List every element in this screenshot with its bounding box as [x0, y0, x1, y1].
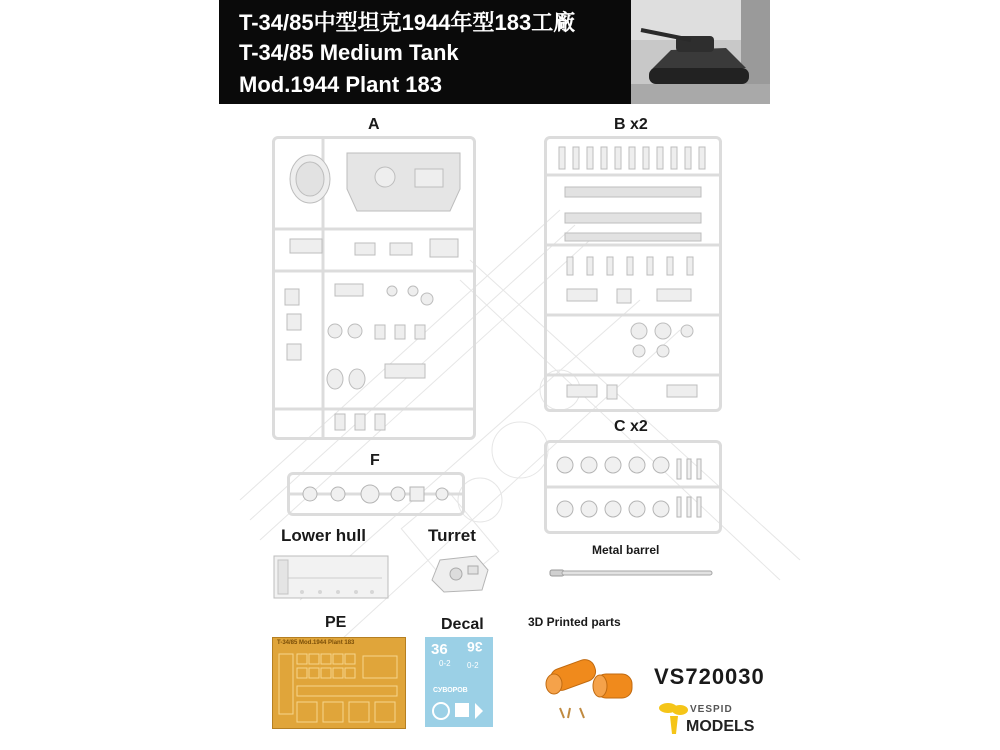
turret-part — [426, 550, 492, 598]
vespid-logo — [650, 694, 770, 746]
decal-sheet — [425, 637, 493, 727]
tank-photo — [631, 0, 770, 104]
logo-sub: MODELS — [686, 718, 755, 735]
metal-barrel-label: Metal barrel — [592, 543, 660, 557]
lower-hull-part — [272, 548, 392, 604]
sprue-f — [287, 472, 465, 516]
sprue-a-label: A — [368, 116, 380, 133]
pe-sheet-caption: T-34/85 Mod.1944 Plant 183 — [277, 640, 355, 646]
decal-symbols — [431, 699, 487, 723]
turret-label: Turret — [428, 526, 476, 545]
printed-parts-label: 3D Printed parts — [528, 615, 621, 629]
sprue-c — [544, 440, 722, 534]
logo-name: VESPID — [690, 704, 733, 715]
decal-slogan: СУВОРОВ — [433, 687, 468, 694]
printed-parts — [540, 652, 642, 724]
decal-number-2: 36 — [467, 639, 483, 655]
lower-hull-label: Lower hull — [281, 526, 366, 545]
sprue-f-parts — [290, 475, 462, 513]
decal-number-1: 36 — [431, 641, 448, 658]
sprue-a-parts — [275, 139, 473, 437]
title-chinese: T-34/85中型坦克1944年型183工廠 — [239, 10, 576, 35]
sprue-b-parts — [547, 139, 719, 409]
decal-label: Decal — [441, 616, 484, 633]
tank-photo-illustration — [631, 0, 770, 104]
product-code: VS720030 — [654, 664, 765, 689]
pe-label: PE — [325, 614, 347, 631]
title-english-line1: T-34/85 Medium Tank — [239, 40, 459, 65]
title-english-line2: Mod.1944 Plant 183 — [239, 72, 442, 97]
sprue-f-label: F — [370, 452, 380, 469]
sprue-a — [272, 136, 476, 440]
metal-barrel-part — [548, 566, 716, 580]
sprue-c-parts — [547, 443, 719, 531]
wasp-icon — [656, 698, 690, 738]
sprue-b-label: B x2 — [614, 116, 648, 133]
decal-mark-2: 0-2 — [467, 661, 479, 670]
pe-sheet-parts — [273, 648, 405, 728]
sprue-c-label: C x2 — [614, 418, 648, 435]
header-banner — [219, 0, 631, 104]
decal-mark-1: 0-2 — [439, 659, 451, 668]
sprue-b — [544, 136, 722, 412]
pe-sheet — [272, 637, 406, 729]
